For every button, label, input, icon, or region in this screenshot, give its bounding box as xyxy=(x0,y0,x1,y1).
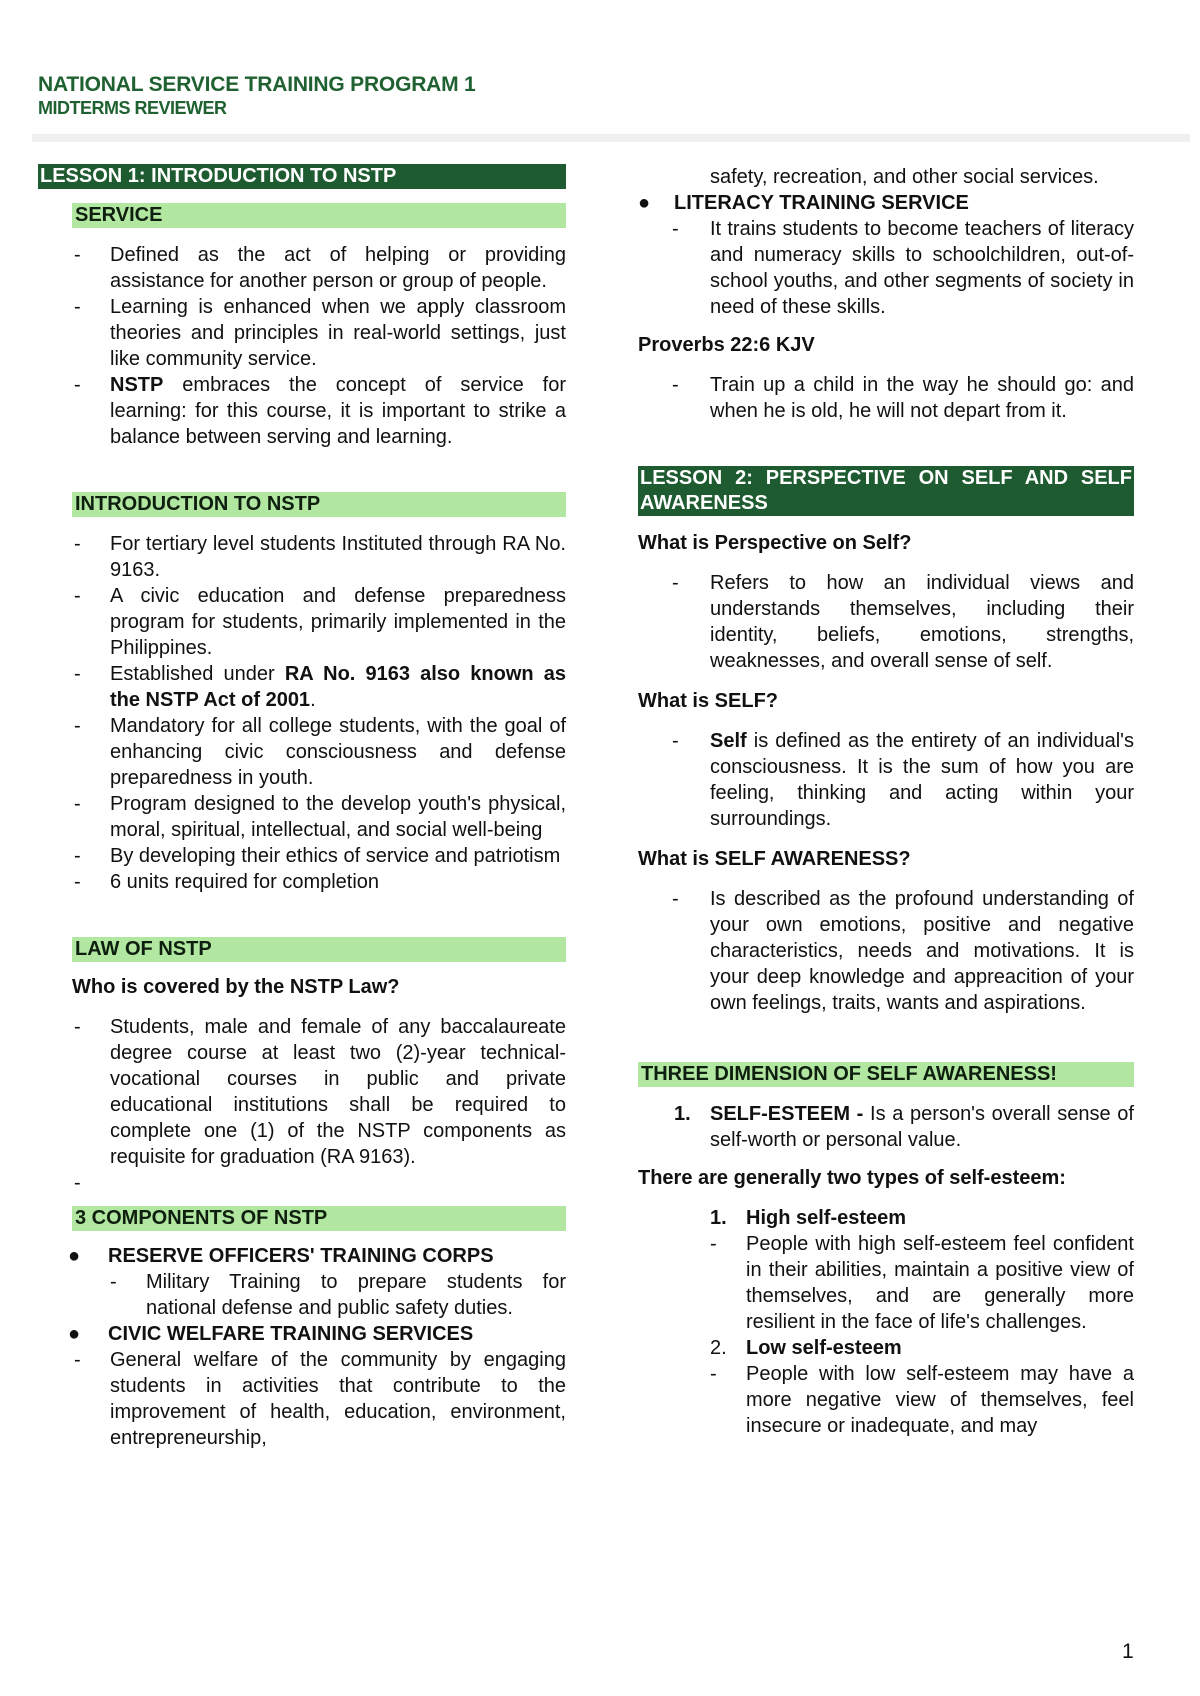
list-item: - It trains students to become teachers of literacy and numeracy skills to schoolchildren, out-of-school youths, and other segments of society in need of these skills. xyxy=(638,216,1134,320)
law-question: Who is covered by the NSTP Law? xyxy=(72,976,400,998)
bullet-icon: ● xyxy=(68,1323,81,1345)
high-self-esteem-list xyxy=(638,1231,1134,1335)
list-item: - Defined as the act of helping or providing assistance for another person or group of people. xyxy=(38,242,566,294)
self-term: Self xyxy=(710,730,747,752)
list-item: - People with high self-esteem feel confident in their abilities, maintain a positive view of themselves, and are generally more resilient in the face of life's challenges. xyxy=(638,1231,1134,1335)
intro-heading: INTRODUCTION TO NSTP xyxy=(72,492,566,517)
list-item: - 6 units required for completion xyxy=(38,869,566,895)
rotc-bullet xyxy=(38,1243,566,1269)
self-list xyxy=(638,728,1134,832)
self-question: What is SELF? xyxy=(638,690,778,712)
list-item: - Mandatory for all college students, with the goal of enhancing civic consciousness and defense preparedness in youth. xyxy=(38,713,566,791)
item-number: 1. xyxy=(710,1207,727,1229)
list-item: - People with low self-esteem may have a more negative view of themselves, feel insecure or inadequate, and may xyxy=(638,1361,1134,1439)
self-awareness-list xyxy=(638,886,1134,1016)
components-heading: 3 COMPONENTS OF NSTP xyxy=(72,1206,566,1231)
list-item: - Train up a child in the way he should go: and when he is old, he will not depart from it. xyxy=(638,372,1134,424)
bullet-label: LITERACY TRAINING SERVICE xyxy=(674,192,969,214)
dimension-heading: THREE DIMENSION OF SELF AWARENESS! xyxy=(638,1062,1134,1087)
perspective-list xyxy=(638,570,1134,674)
list-item: - By developing their ethics of service and patriotism xyxy=(38,843,566,869)
self-esteem-item xyxy=(638,1101,1134,1153)
continued-text: safety, recreation, and other social services. xyxy=(710,166,1099,188)
service-list xyxy=(38,242,566,450)
list-item: - Program designed to the develop youth's physical, moral, spiritual, intellectual, and social well-being xyxy=(38,791,566,843)
high-self-esteem-term: High self-esteem xyxy=(746,1207,907,1229)
list-item: - Is described as the profound understanding of your own emotions, positive and negative characteristics, needs and motivations. It is your deep knowledge and appreacition of your own feelings, traits, wants and aspirations. xyxy=(638,886,1134,1016)
proverbs-heading: Proverbs 22:6 KJV xyxy=(638,334,815,356)
item-number: 1. xyxy=(674,1103,691,1125)
header-divider xyxy=(32,134,1190,142)
cwts-bullet xyxy=(38,1321,566,1347)
right-column xyxy=(638,164,1134,1439)
lesson-1-heading: LESSON 1: INTRODUCTION TO NSTP xyxy=(38,164,566,189)
lesson-2-heading: LESSON 2: PERSPECTIVE ON SELF AND SELF AWARENESS xyxy=(640,467,1132,514)
list-item-text: . xyxy=(310,689,316,711)
perspective-question: What is Perspective on Self? xyxy=(638,532,912,554)
list-item xyxy=(38,372,566,450)
rotc-list xyxy=(38,1269,566,1321)
proverbs-list xyxy=(638,372,1134,424)
bullet-label: CIVIC WELFARE TRAINING SERVICES xyxy=(108,1323,474,1345)
list-item-text: embraces the concept of service for learning: for this course, it is important to strike a balance between serving and learning. xyxy=(110,374,566,448)
document-title: NATIONAL SERVICE TRAINING PROGRAM 1 xyxy=(38,73,476,96)
self-esteem-term: SELF-ESTEEM - xyxy=(710,1103,864,1125)
self-esteem-types: There are generally two types of self-esteem: xyxy=(638,1167,1066,1189)
self-awareness-question: What is SELF AWARENESS? xyxy=(638,848,911,870)
low-self-esteem-item xyxy=(638,1335,1134,1361)
list-item: - Military Training to prepare students for national defense and public safety duties. xyxy=(38,1269,566,1321)
law-list xyxy=(38,1014,566,1196)
intro-list xyxy=(38,531,566,895)
list-item: - Learning is enhanced when we apply classroom theories and principles in real-world settings, just like community service. xyxy=(38,294,566,372)
ra-9163-term: RA No. 9163 also known as the NSTP Act of 2001 xyxy=(110,663,567,711)
list-item xyxy=(38,661,566,713)
nstp-term: NSTP xyxy=(110,374,164,396)
list-item: - Refers to how an individual views and understands themselves, including their identity, beliefs, emotions, strengths, weaknesses, and overall sense of self. xyxy=(638,570,1134,674)
document-header xyxy=(38,72,476,119)
list-item: - A civic education and defense preparedness program for students, primarily implemented in the Philippines. xyxy=(38,583,566,661)
law-heading: LAW OF NSTP xyxy=(72,937,566,962)
lts-bullet xyxy=(638,190,1134,216)
low-self-esteem-term: Low self-esteem xyxy=(746,1337,902,1359)
high-self-esteem-item xyxy=(638,1205,1134,1231)
list-item xyxy=(638,728,1134,832)
bullet-label: RESERVE OFFICERS' TRAINING CORPS xyxy=(108,1245,494,1267)
service-heading: SERVICE xyxy=(72,203,566,228)
document-subtitle: MIDTERMS REVIEWER xyxy=(38,98,227,118)
low-self-esteem-list xyxy=(638,1361,1134,1439)
list-item-text: Is a person's overall sense of self-worth or personal value. xyxy=(710,1103,1134,1151)
list-item: - For tertiary level students Instituted through RA No. 9163. xyxy=(38,531,566,583)
list-item xyxy=(38,1170,566,1196)
list-item: - General welfare of the community by engaging students in activities that contribute to the improvement of health, education, environment, entrepreneurship, xyxy=(38,1347,566,1451)
bullet-icon: ● xyxy=(638,192,651,214)
cwts-list xyxy=(38,1347,566,1451)
item-number: 2. xyxy=(710,1337,727,1359)
list-item: - Students, male and female of any baccalaureate degree course at least two (2)-year technical-vocational courses in public and private educational institutions shall be required to complete one (1) of the NSTP components as requisite for graduation (RA 9163). xyxy=(38,1014,566,1170)
list-item-text: is defined as the entirety of an individual's consciousness. It is the sum of how you are feeling, thinking and acting within your surroundings. xyxy=(710,730,1134,830)
page-number: 1 xyxy=(1122,1640,1134,1663)
list-item-text: Established under xyxy=(110,663,285,685)
left-column xyxy=(38,164,566,1451)
lts-list xyxy=(638,216,1134,320)
bullet-icon: ● xyxy=(68,1245,81,1267)
